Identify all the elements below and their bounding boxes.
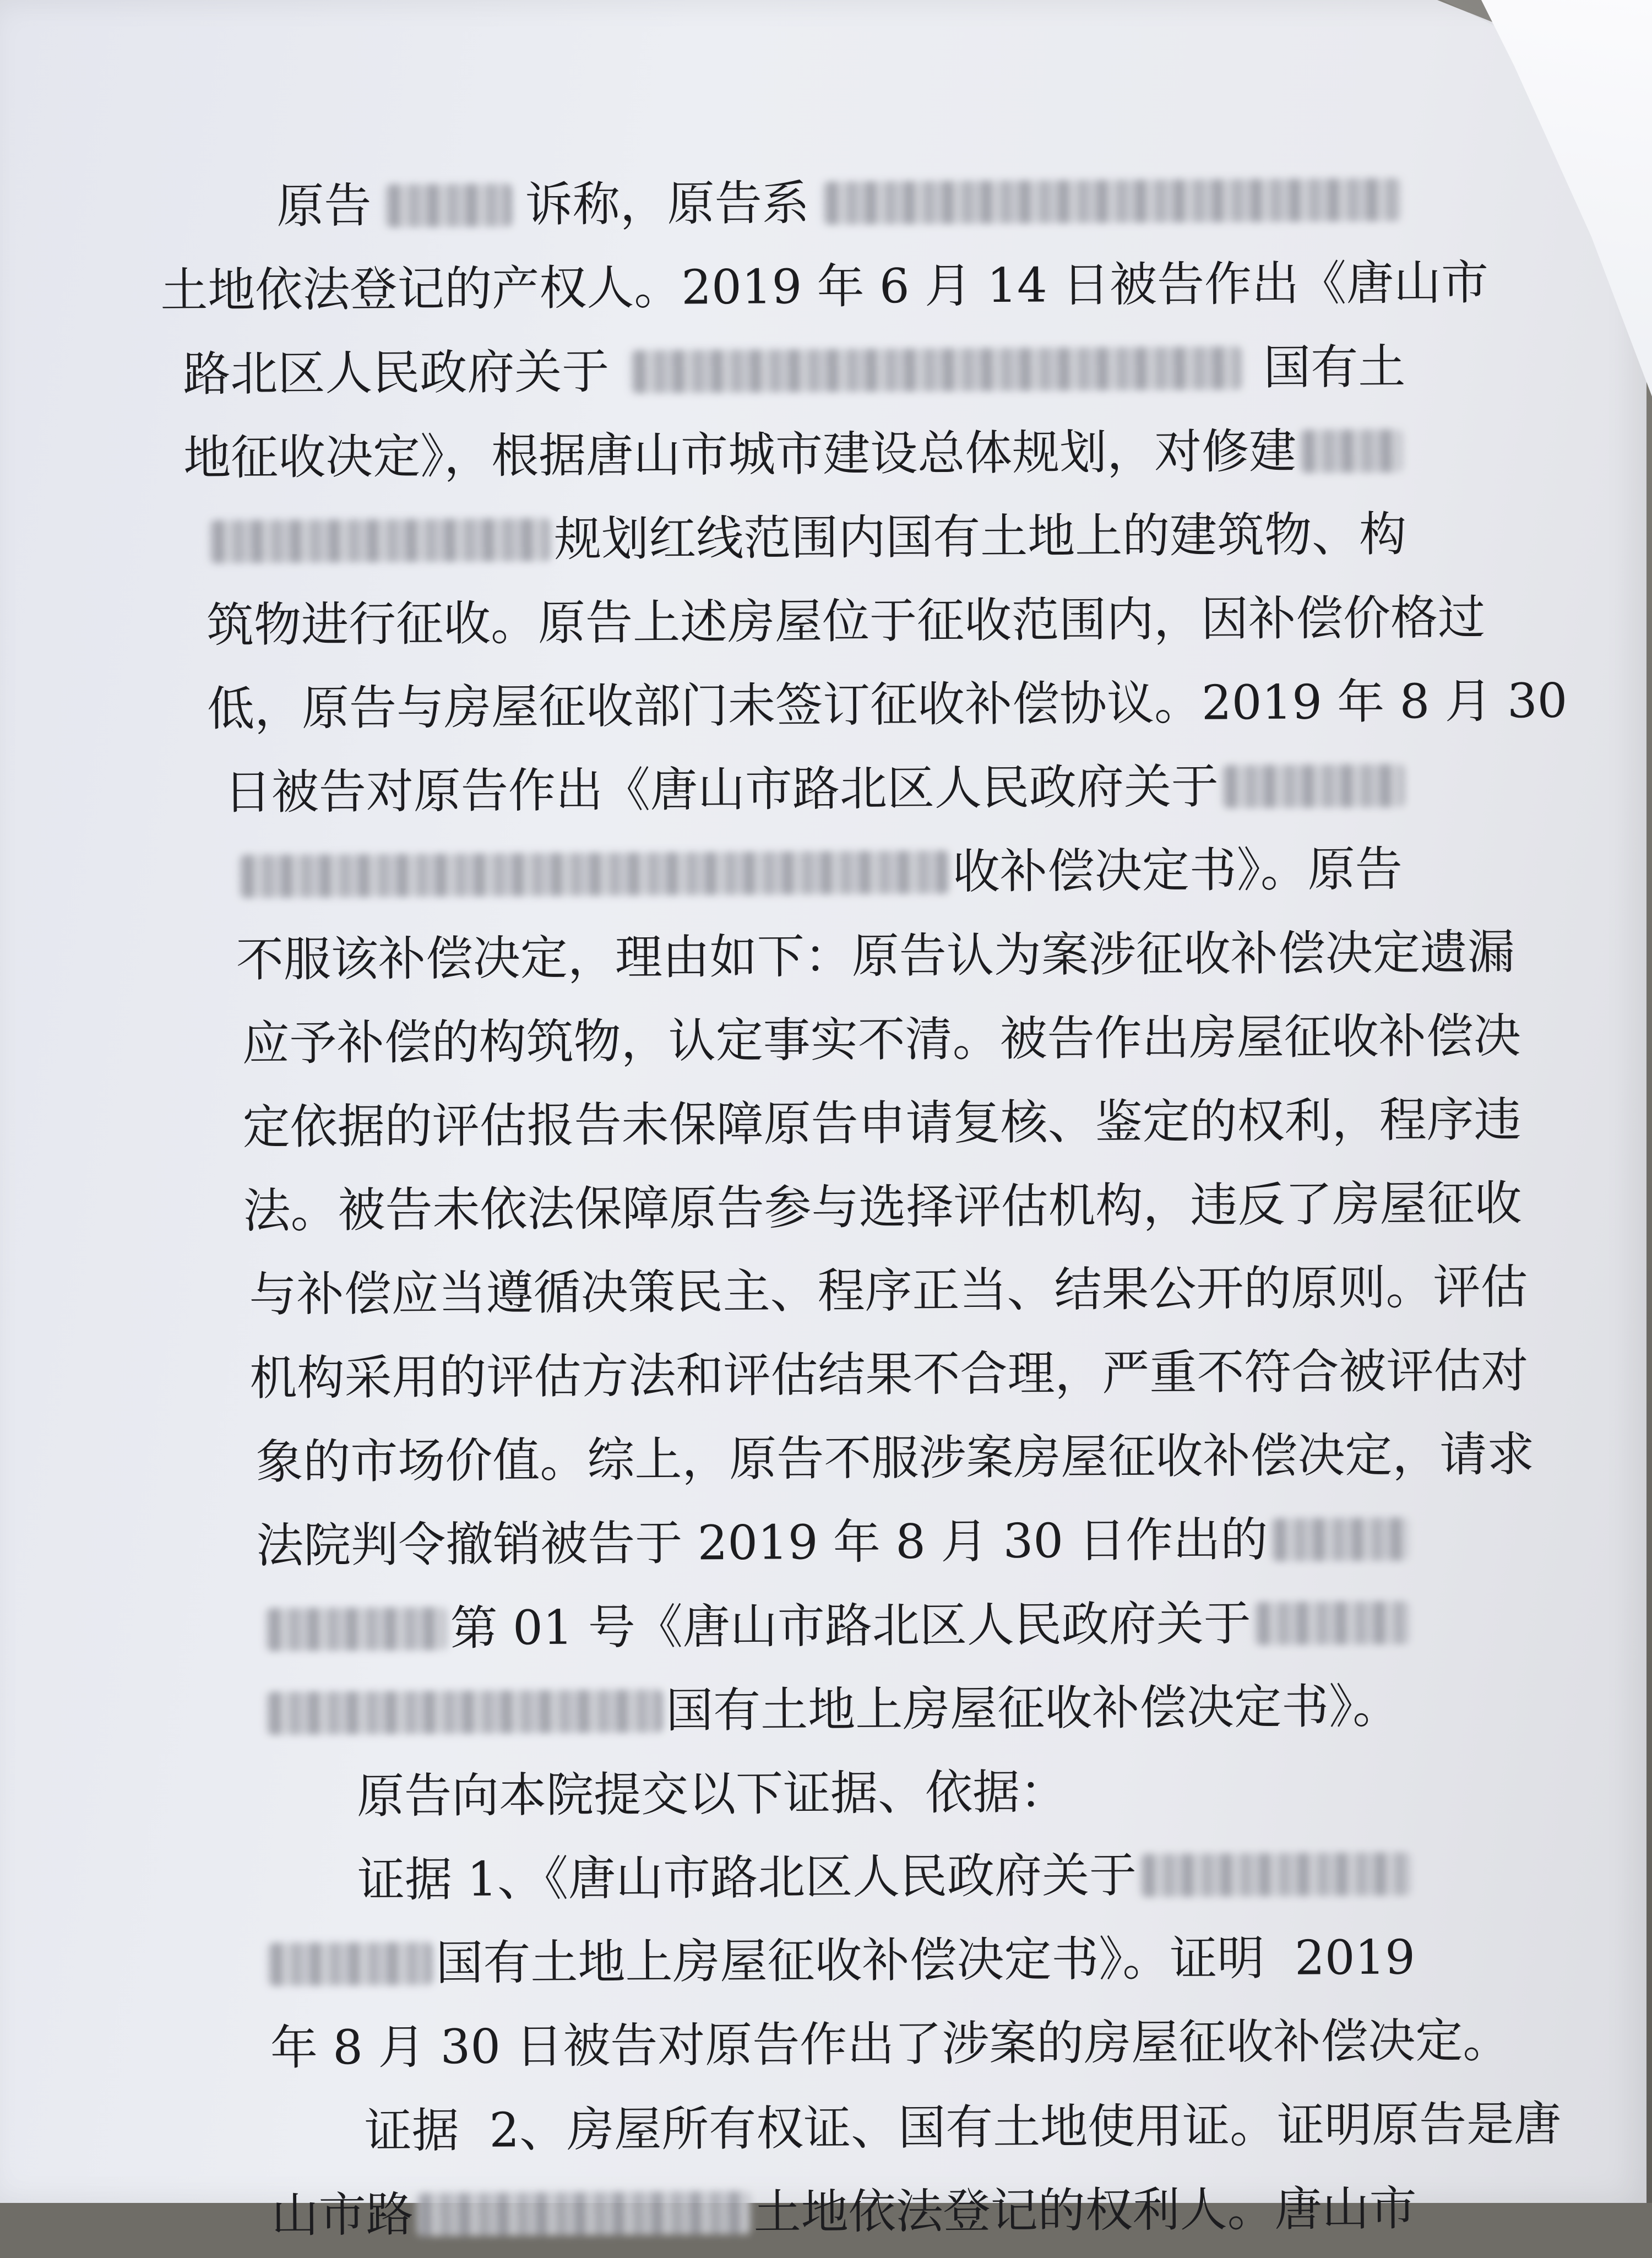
redacted-address bbox=[417, 2191, 751, 2237]
text-line-24 bbox=[193, 2083, 1562, 2174]
redacted-project-name bbox=[1300, 429, 1403, 473]
text-line-14 bbox=[188, 1246, 1528, 1337]
text-segment: 原告 bbox=[276, 178, 372, 234]
redacted-project-name bbox=[239, 851, 949, 898]
text-line-13 bbox=[188, 1162, 1522, 1253]
redacted-project-name bbox=[209, 518, 551, 563]
document-body bbox=[160, 158, 1568, 2257]
text-segment: 定依据的评估报告未保障原告申请复核、鉴定的权利，程序违 bbox=[242, 1092, 1521, 1155]
text-segment: 第 01 号《唐山市路北区人民政府关于 bbox=[450, 1596, 1252, 1657]
redacted-project-name bbox=[268, 1942, 433, 1986]
text-line-7 bbox=[185, 660, 1568, 751]
text-segment: 地征收决定》，根据唐山市城市建设总体规划，对修建 bbox=[183, 424, 1297, 486]
text-segment: 不服该补偿决定，理由如下：原告认为案涉征收补偿决定遗漏 bbox=[236, 925, 1515, 988]
text-line-1 bbox=[182, 158, 1405, 249]
text-line-12 bbox=[187, 1078, 1521, 1170]
text-line-10 bbox=[186, 911, 1515, 1002]
redacted-name bbox=[385, 183, 512, 227]
text-line-21 bbox=[192, 1832, 1415, 1923]
text-segment: 国有土地上房屋征收补偿决定书》。 bbox=[665, 1679, 1400, 1739]
redacted-document-number bbox=[1271, 1517, 1409, 1561]
text-segment: 日被告对原告作出《唐山市路北区人民政府关于 bbox=[224, 759, 1219, 821]
text-segment: 收补偿决定书》。原告 bbox=[952, 842, 1403, 900]
text-segment: 规划红线范围内国有土地上的建筑物、构 bbox=[553, 507, 1407, 567]
text-segment: 证据 2、房屋所有权证、国有土地使用证。证明原告是唐 bbox=[364, 2096, 1562, 2159]
redacted-project-name bbox=[1140, 1852, 1411, 1897]
text-line-25 bbox=[194, 2167, 1417, 2258]
text-line-11 bbox=[187, 995, 1521, 1086]
text-line-19 bbox=[191, 1664, 1414, 1756]
redacted-project-name bbox=[1222, 764, 1405, 808]
text-line-8 bbox=[185, 743, 1408, 835]
redacted-document-number bbox=[265, 1607, 447, 1651]
text-line-23 bbox=[193, 1999, 1510, 2091]
text-segment: 低，原告与房屋征收部门未签订征收补偿协议。2019 年 8 月 30 bbox=[206, 673, 1568, 737]
text-segment: 路北区人民政府关于 bbox=[183, 344, 610, 402]
redacted-project-name bbox=[266, 1690, 662, 1735]
redacted-project-name bbox=[631, 346, 1242, 393]
text-segment: 法院判令撤销被告于 2019 年 8 月 30 日作出的 bbox=[256, 1512, 1268, 1574]
text-segment: 国有土 bbox=[1263, 339, 1406, 396]
text-segment: 国有土地上房屋征收补偿决定书》。证明 2019 bbox=[436, 1930, 1416, 1991]
text-segment: 土地依法登记的产权人。2019 年 6 月 14 日被告作出《唐山市 bbox=[160, 255, 1489, 319]
text-line-3 bbox=[183, 325, 1406, 416]
text-line-20 bbox=[192, 1748, 1415, 1839]
text-segment: 土地依法登记的权利人。唐山市 bbox=[753, 2181, 1417, 2240]
text-segment: 与补偿应当遵循决策民主、程序正当、结果公开的原则。评估 bbox=[249, 1260, 1528, 1323]
text-segment: 应予补偿的构筑物，认定事实不清。被告作出房屋征收补偿决 bbox=[242, 1008, 1521, 1072]
text-line-5 bbox=[184, 492, 1407, 584]
text-segment: 原告向本院提交以下证据、依据： bbox=[356, 1765, 1068, 1825]
text-line-4 bbox=[183, 409, 1406, 500]
text-line-18 bbox=[191, 1581, 1414, 1672]
text-line-9 bbox=[186, 827, 1409, 919]
text-line-6 bbox=[184, 576, 1486, 667]
text-line-22 bbox=[192, 1915, 1415, 2007]
text-segment: 证据 1、《唐山市路北区人民政府关于 bbox=[357, 1848, 1137, 1908]
text-line-16 bbox=[189, 1413, 1535, 1505]
text-line-15 bbox=[189, 1329, 1529, 1421]
text-segment: 年 8 月 30 日被告对原告作出了涉案的房屋征收补偿决定。 bbox=[270, 2013, 1510, 2076]
redacted-address bbox=[823, 178, 1401, 224]
text-segment: 筑物进行征收。原告上述房屋位于征收范围内，因补偿价格过 bbox=[206, 590, 1486, 653]
text-segment: 机构采用的评估方法和评估结果不合理，严重不符合被评估对 bbox=[249, 1343, 1529, 1407]
text-segment: 法。被告未依法保障原告参与选择评估机构，违反了房屋征收 bbox=[243, 1176, 1522, 1239]
text-segment: 象的市场价值。综上，原告不服涉案房屋征收补偿决定，请求 bbox=[256, 1427, 1535, 1490]
text-line-2 bbox=[160, 241, 1489, 333]
text-segment: 山市路 bbox=[271, 2187, 414, 2244]
text-segment: 诉称，原告系 bbox=[525, 176, 810, 233]
text-line-17 bbox=[190, 1497, 1413, 1588]
redacted-project-name bbox=[1254, 1601, 1410, 1645]
